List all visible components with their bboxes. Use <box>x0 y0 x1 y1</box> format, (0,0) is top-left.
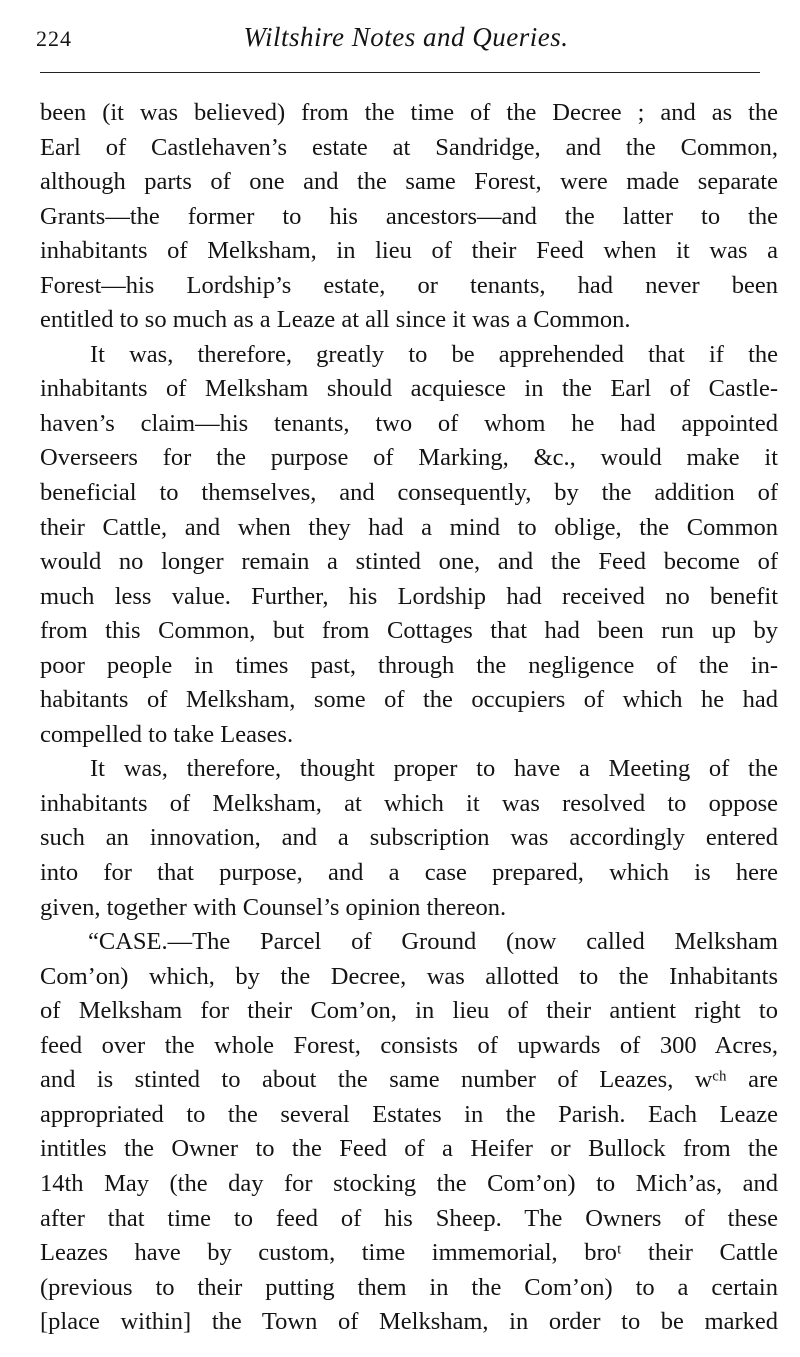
running-title: Wiltshire Notes and Queries. <box>243 22 569 52</box>
text-line: appropriated to the several Estates in the Parish. Each Leaze <box>40 1100 778 1128</box>
text-line: “CASE.—The Parcel of Ground (now called Melksham <box>88 928 778 956</box>
text-line: intitles the Owner to the Feed of a Heifer or Bullock from the <box>40 1135 778 1163</box>
text-line: inhabitants of Melksham, at which it was resolved to oppose <box>40 789 778 817</box>
text-line: Com’on) which, by the Decree, was allotted to the Inhabitants <box>40 962 778 990</box>
text-line: inhabitants of Melksham should acquiesce in the Earl of Castle- <box>40 375 778 403</box>
text-line: compelled to take Leases. <box>40 720 294 748</box>
text-line: and is stinted to about the same number of Leazes, wᶜʰ are <box>40 1066 778 1094</box>
text-line: Overseers for the purpose of Marking, &c., would make it <box>40 444 778 472</box>
text-line: of Melksham for their Com’on, in lieu of their antient right to <box>40 997 778 1025</box>
text-line: Grants—the former to his ancestors—and the latter to the <box>40 202 778 230</box>
page-number: 224 <box>36 26 72 51</box>
text-line: Earl of Castlehaven’s estate at Sandridge, and the Common, <box>40 133 778 161</box>
text-line: [place within] the Town of Melksham, in order to be marked <box>40 1308 778 1336</box>
text-line: 14th May (the day for stocking the Com’on) to Mich’as, and <box>40 1169 778 1197</box>
text-line: although parts of one and the same Forest, were made separate <box>40 168 778 196</box>
text-line: would no longer remain a stinted one, and the Feed become of <box>40 548 778 576</box>
header-rule <box>40 72 760 73</box>
text-line: after that time to feed of his Sheep. The Owners of these <box>40 1204 778 1232</box>
running-head <box>36 22 776 58</box>
text-line: such an innovation, and a subscription was accordingly entered <box>40 824 778 852</box>
text-line: (previous to their putting them in the Com’on) to a certain <box>40 1273 778 1301</box>
text-line: given, together with Counsel’s opinion thereon. <box>40 893 507 921</box>
text-line: It was, therefore, greatly to be apprehended that if the <box>90 340 778 368</box>
text-line: beneficial to themselves, and consequently, by the addition of <box>40 479 778 507</box>
text-line: from this Common, but from Cottages that had been run up by <box>40 617 778 645</box>
text-line: It was, therefore, thought proper to have a Meeting of the <box>90 755 778 783</box>
text-line: inhabitants of Melksham, in lieu of their Feed when it was a <box>40 237 778 265</box>
text-line: much less value. Further, his Lordship had received no benefit <box>40 582 778 610</box>
body-text <box>40 96 778 1340</box>
text-line: been (it was believed) from the time of the Decree ; and as the <box>40 99 778 126</box>
text-line: entitled to so much as a Leaze at all since it was a Common. <box>40 306 631 334</box>
text-line: their Cattle, and when they had a mind to oblige, the Common <box>40 513 778 541</box>
text-line: habitants of Melksham, some of the occupiers of which he had <box>40 686 778 714</box>
text-line: feed over the whole Forest, consists of upwards of 300 Acres, <box>40 1031 778 1059</box>
text-line: Forest—his Lordship’s estate, or tenants, had never been <box>40 271 778 299</box>
text-line: Leazes have by custom, time immemorial, broᵗ their Cattle <box>40 1239 778 1267</box>
text-line: haven’s claim—his tenants, two of whom he had appointed <box>40 409 778 437</box>
text-line: poor people in times past, through the negligence of the in- <box>40 651 778 679</box>
text-line: into for that purpose, and a case prepared, which is here <box>40 859 778 887</box>
